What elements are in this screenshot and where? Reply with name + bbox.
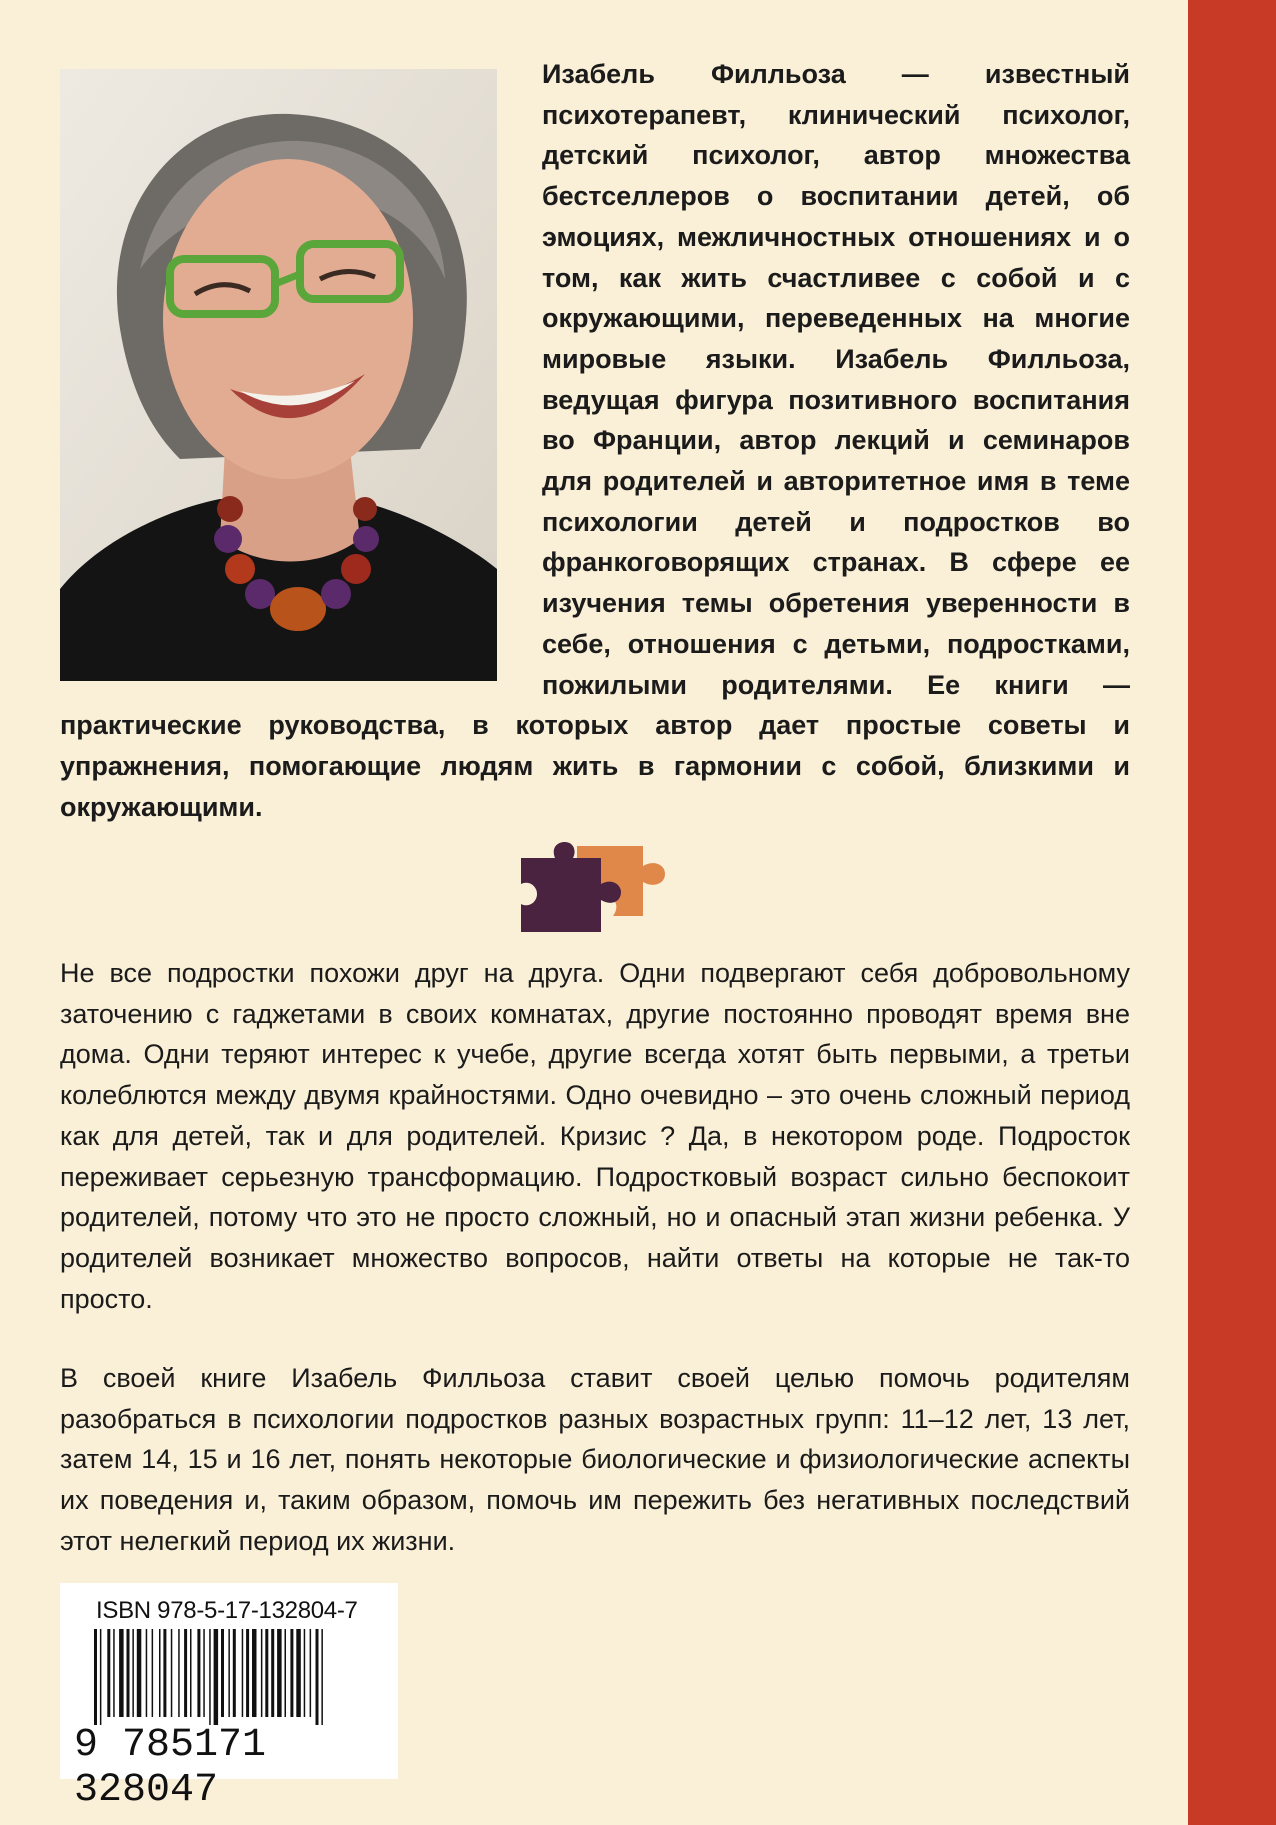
photo-float-spacer xyxy=(60,54,542,690)
barcode-bar xyxy=(261,1629,263,1717)
barcode-bar xyxy=(171,1629,173,1717)
barcode-bar xyxy=(159,1629,161,1717)
barcode-block xyxy=(60,1583,398,1813)
puzzle-pieces-icon xyxy=(515,838,675,940)
barcode-bar xyxy=(146,1629,148,1717)
barcode-bar xyxy=(290,1629,293,1717)
accent-strip xyxy=(1188,0,1276,1825)
barcode-bars xyxy=(94,1629,370,1725)
author-bio xyxy=(60,54,1130,827)
ean-digits: 9 785171 328047 xyxy=(74,1723,267,1813)
description-paragraph-2: В своей книге Изабель Филльоза ставит своей целью помочь родителям разобраться в психологии подростков разных возрастных групп: 11–12 лет, 13 лет, затем 14, 15 и 16 лет, понять некоторые биологические и физиологические аспекты их поведения и, таким образом, помочь им пережить без негативных последствий этот нелегкий период их жизни. xyxy=(60,1363,1130,1556)
barcode-bar xyxy=(242,1629,244,1717)
barcode-bar xyxy=(184,1629,187,1717)
barcode-bar xyxy=(132,1629,134,1717)
barcode-bar xyxy=(203,1629,205,1717)
barcode-bar xyxy=(190,1629,192,1717)
barcode-bar xyxy=(285,1629,287,1717)
barcode-bar xyxy=(265,1629,268,1717)
barcode-bar xyxy=(107,1629,110,1717)
barcode-bar xyxy=(214,1629,219,1725)
barcode-bar xyxy=(246,1629,249,1717)
barcode-bar xyxy=(221,1629,224,1717)
barcode-bar xyxy=(127,1629,130,1717)
barcode-bar xyxy=(228,1629,230,1717)
barcode-bar xyxy=(94,1629,97,1725)
barcode-bar xyxy=(304,1629,306,1717)
barcode-bar xyxy=(316,1629,319,1725)
barcode-bar xyxy=(271,1629,274,1717)
barcode-bar xyxy=(233,1629,236,1717)
barcode-bar xyxy=(310,1629,312,1717)
barcode-bar xyxy=(197,1629,200,1717)
barcode-bar xyxy=(152,1629,154,1717)
barcode-bar xyxy=(277,1629,282,1717)
barcode-bar xyxy=(113,1629,115,1717)
barcode-bar xyxy=(321,1629,323,1725)
barcode-bar xyxy=(252,1629,257,1717)
barcode-bar xyxy=(209,1629,211,1725)
isbn-text: ISBN 978-5-17-132804-7 xyxy=(96,1597,358,1624)
barcode-bar xyxy=(163,1629,166,1717)
barcode-bar xyxy=(119,1629,124,1717)
author-bio-text: Изабель Филльоза — известный психотерапевт, клинический психолог, детский психолог, автор множества бестселлеров о воспитании детей, об эмоциях, межличностных отношениях и о том, как жить счастливее с собой и с окружающими, переведенных на многие мировые языки. Изабель Филльоза, ведущая фигура позитивного воспитания во Франции, автор лекций и семинаров для родителей и авторитетное имя в теме психологии детей и подростков во франкоговорящих странах. В сфере ее изучения темы обретения уверенности в себе, отношения с детьми, подростками, пожилыми родителями. Ее книги — практические руководства, в которых автор дает простые советы и упражнения, помогающие людям жить в гармонии с собой, близкими и окружающими. xyxy=(60,59,1130,822)
description-paragraph-1: Не все подростки похожи друг на друга. Одни подвергают себя добровольному заточению с гаджетами в своих комнатах, другие постоянно проводят время вне дома. Одни теряют интерес к учебе, другие всегда хотят быть первыми, а третьи колеблются между двумя крайностями. Одно очевидно – это очень сложный период как для детей, так и для родителей. Кризис ? Да, в некотором роде. Подросток переживает серьезную трансформацию. Подростковый возраст сильно беспокоит родителей, потому что это не просто сложный, но и опасный этап жизни ребенка. У родителей возникает множество вопросов, найти ответы на которые не так-то просто. xyxy=(60,958,1130,1314)
barcode-bar xyxy=(100,1629,102,1725)
barcode-bar xyxy=(296,1629,301,1717)
barcode-bar xyxy=(137,1629,142,1717)
barcode-bar xyxy=(178,1629,180,1717)
